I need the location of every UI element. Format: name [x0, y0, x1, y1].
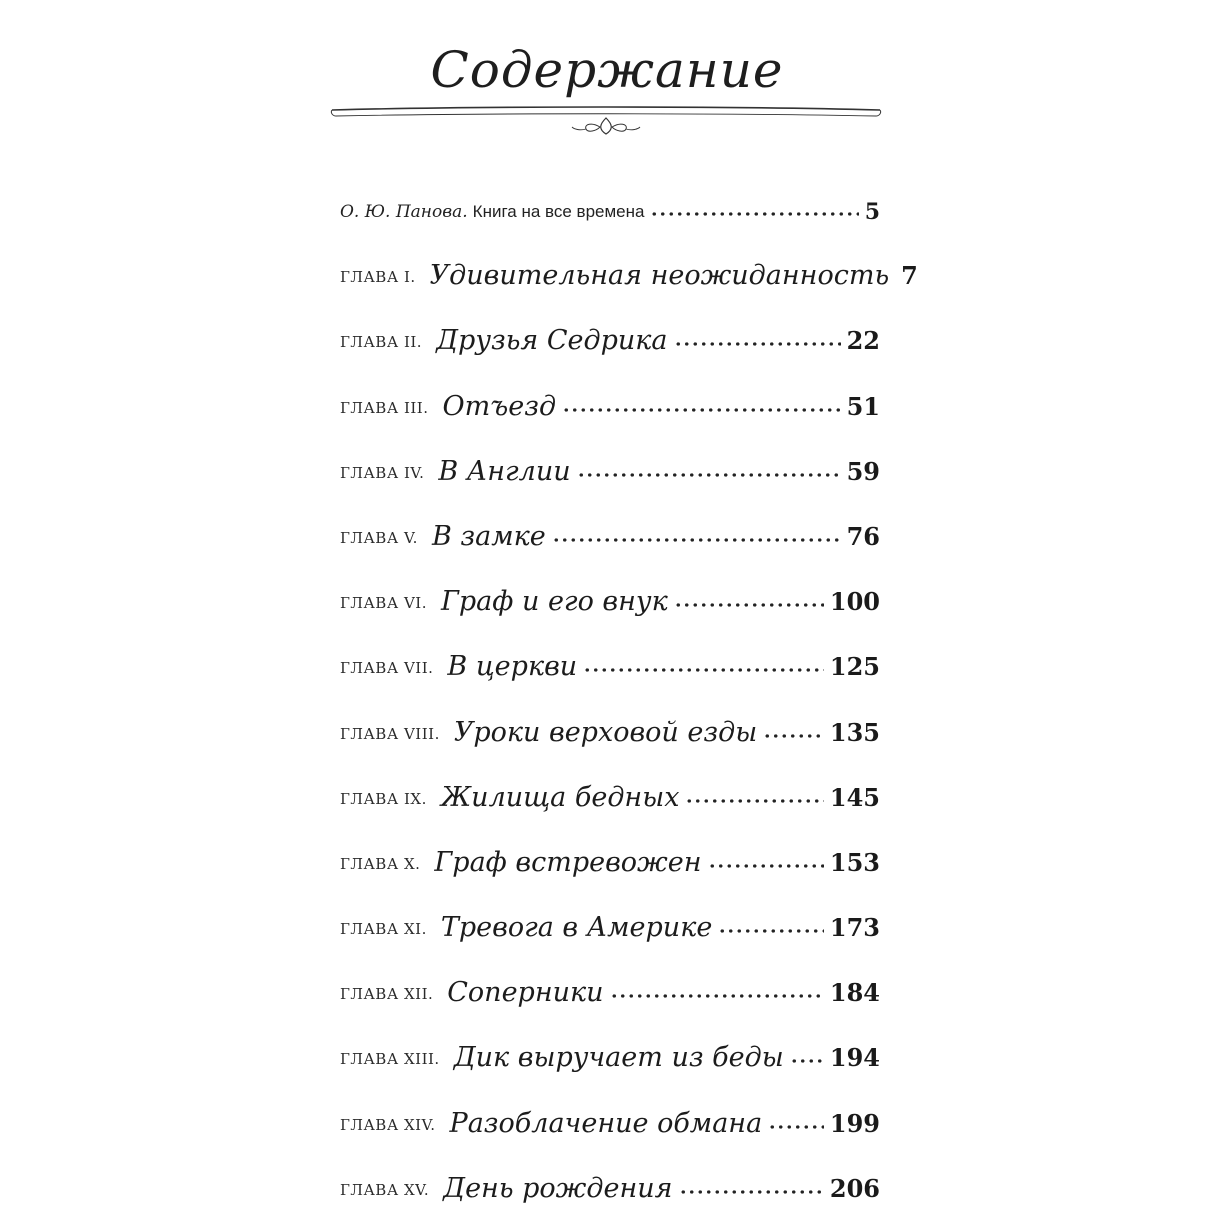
chapter-page-number: 135: [829, 717, 880, 747]
chapter-title: Уроки верховой езды: [453, 716, 758, 748]
dot-leader: [552, 537, 841, 543]
page-title: Содержание: [430, 41, 784, 99]
toc-row-chapter-1[interactable]: [340, 228, 918, 293]
dot-leader: [708, 863, 824, 869]
chapter-label: ГЛАВА III.: [340, 398, 429, 417]
chapter-page-number: 194: [829, 1043, 880, 1073]
chapter-title: В Англии: [438, 455, 571, 487]
chapter-page-number: 22: [846, 326, 880, 356]
chapter-page-number: 100: [829, 587, 880, 617]
toc-row-chapter-6[interactable]: [340, 554, 880, 619]
chapter-page-number: 206: [829, 1173, 880, 1203]
chapter-title: Друзья Седрика: [436, 325, 668, 357]
dot-leader: [562, 407, 841, 413]
chapter-page-number: 59: [846, 456, 880, 486]
dot-leader: [650, 211, 858, 217]
chapter-page-number: 7: [901, 261, 918, 291]
chapter-label: ГЛАВА XII.: [340, 985, 434, 1004]
chapter-label: ГЛАВА V.: [340, 528, 418, 547]
dot-leader: [610, 993, 824, 999]
toc-row-chapter-4[interactable]: [340, 424, 880, 489]
chapter-label: ГЛАВА X.: [340, 854, 421, 873]
chapter-title: Соперники: [447, 977, 604, 1009]
toc-row-chapter-5[interactable]: [340, 489, 880, 554]
dot-leader: [763, 733, 824, 739]
toc-row-chapter-13[interactable]: [340, 1010, 880, 1075]
chapter-label: ГЛАВА VIII.: [340, 724, 440, 743]
dot-leader: [685, 798, 823, 804]
toc-row-chapter-9[interactable]: [340, 750, 880, 815]
chapter-page-number: 153: [829, 847, 880, 877]
chapter-page-number: 125: [829, 652, 880, 682]
dot-leader: [718, 928, 824, 934]
toc-row-chapter-10[interactable]: [340, 815, 880, 880]
chapter-title: День рождения: [443, 1172, 673, 1204]
toc-row-chapter-2[interactable]: [340, 293, 880, 358]
chapter-label: ГЛАВА VI.: [340, 594, 427, 613]
chapter-title: Граф и его внук: [441, 586, 668, 618]
chapter-page-number: 51: [846, 391, 880, 421]
chapter-label: ГЛАВА XIV.: [340, 1115, 436, 1134]
chapter-label: ГЛАВА XV.: [340, 1180, 430, 1199]
toc-row-chapter-8[interactable]: [340, 684, 880, 749]
chapter-title: Удивительная неожиданность: [429, 260, 890, 292]
dot-leader: [674, 341, 841, 347]
chapter-title: В замке: [431, 520, 546, 552]
chapter-title: Граф встревожен: [434, 846, 702, 878]
dot-leader: [583, 667, 824, 673]
dot-leader: [768, 1124, 824, 1130]
chapter-page-number: 145: [829, 782, 880, 812]
dot-leader: [674, 602, 824, 608]
ornament-divider-icon: [330, 96, 882, 146]
chapter-label: ГЛАВА IV.: [340, 463, 425, 482]
table-of-contents: [340, 166, 918, 1206]
dot-leader: [577, 472, 841, 478]
chapter-title: Отъезд: [442, 390, 557, 422]
toc-row-chapter-14[interactable]: [340, 1075, 880, 1140]
chapter-page-number: 76: [846, 521, 880, 551]
chapter-label: ГЛАВА XI.: [340, 920, 427, 939]
intro-author: О. Ю. Панова.: [340, 202, 468, 222]
toc-row-chapter-11[interactable]: [340, 880, 880, 945]
toc-row-chapter-12[interactable]: [340, 945, 880, 1010]
dot-leader: [679, 1189, 824, 1195]
toc-intro-row[interactable]: [340, 166, 880, 228]
chapter-label: ГЛАВА II.: [340, 333, 423, 352]
toc-row-chapter-15[interactable]: [340, 1141, 880, 1206]
chapter-page-number: 199: [829, 1108, 880, 1138]
chapter-label: ГЛАВА IX.: [340, 789, 427, 808]
chapter-title: Тревога в Америке: [440, 912, 713, 944]
chapter-title: Жилища бедных: [440, 781, 680, 813]
intro-title: Книга на все времена: [472, 202, 645, 221]
chapter-page-number: 184: [829, 978, 880, 1008]
chapter-label: ГЛАВА VII.: [340, 659, 434, 678]
chapter-title: Разоблачение обмана: [449, 1107, 763, 1139]
dot-leader: [790, 1058, 824, 1064]
chapter-title: Дик выручает из беды: [453, 1042, 784, 1074]
chapter-title: В церкви: [447, 651, 578, 683]
chapter-page-number: 173: [829, 913, 880, 943]
toc-row-chapter-3[interactable]: [340, 358, 880, 423]
toc-row-chapter-7[interactable]: [340, 619, 880, 684]
chapter-label: ГЛАВА I.: [340, 268, 416, 287]
chapter-label: ГЛАВА XIII.: [340, 1050, 440, 1069]
intro-page-number: 5: [864, 199, 880, 225]
